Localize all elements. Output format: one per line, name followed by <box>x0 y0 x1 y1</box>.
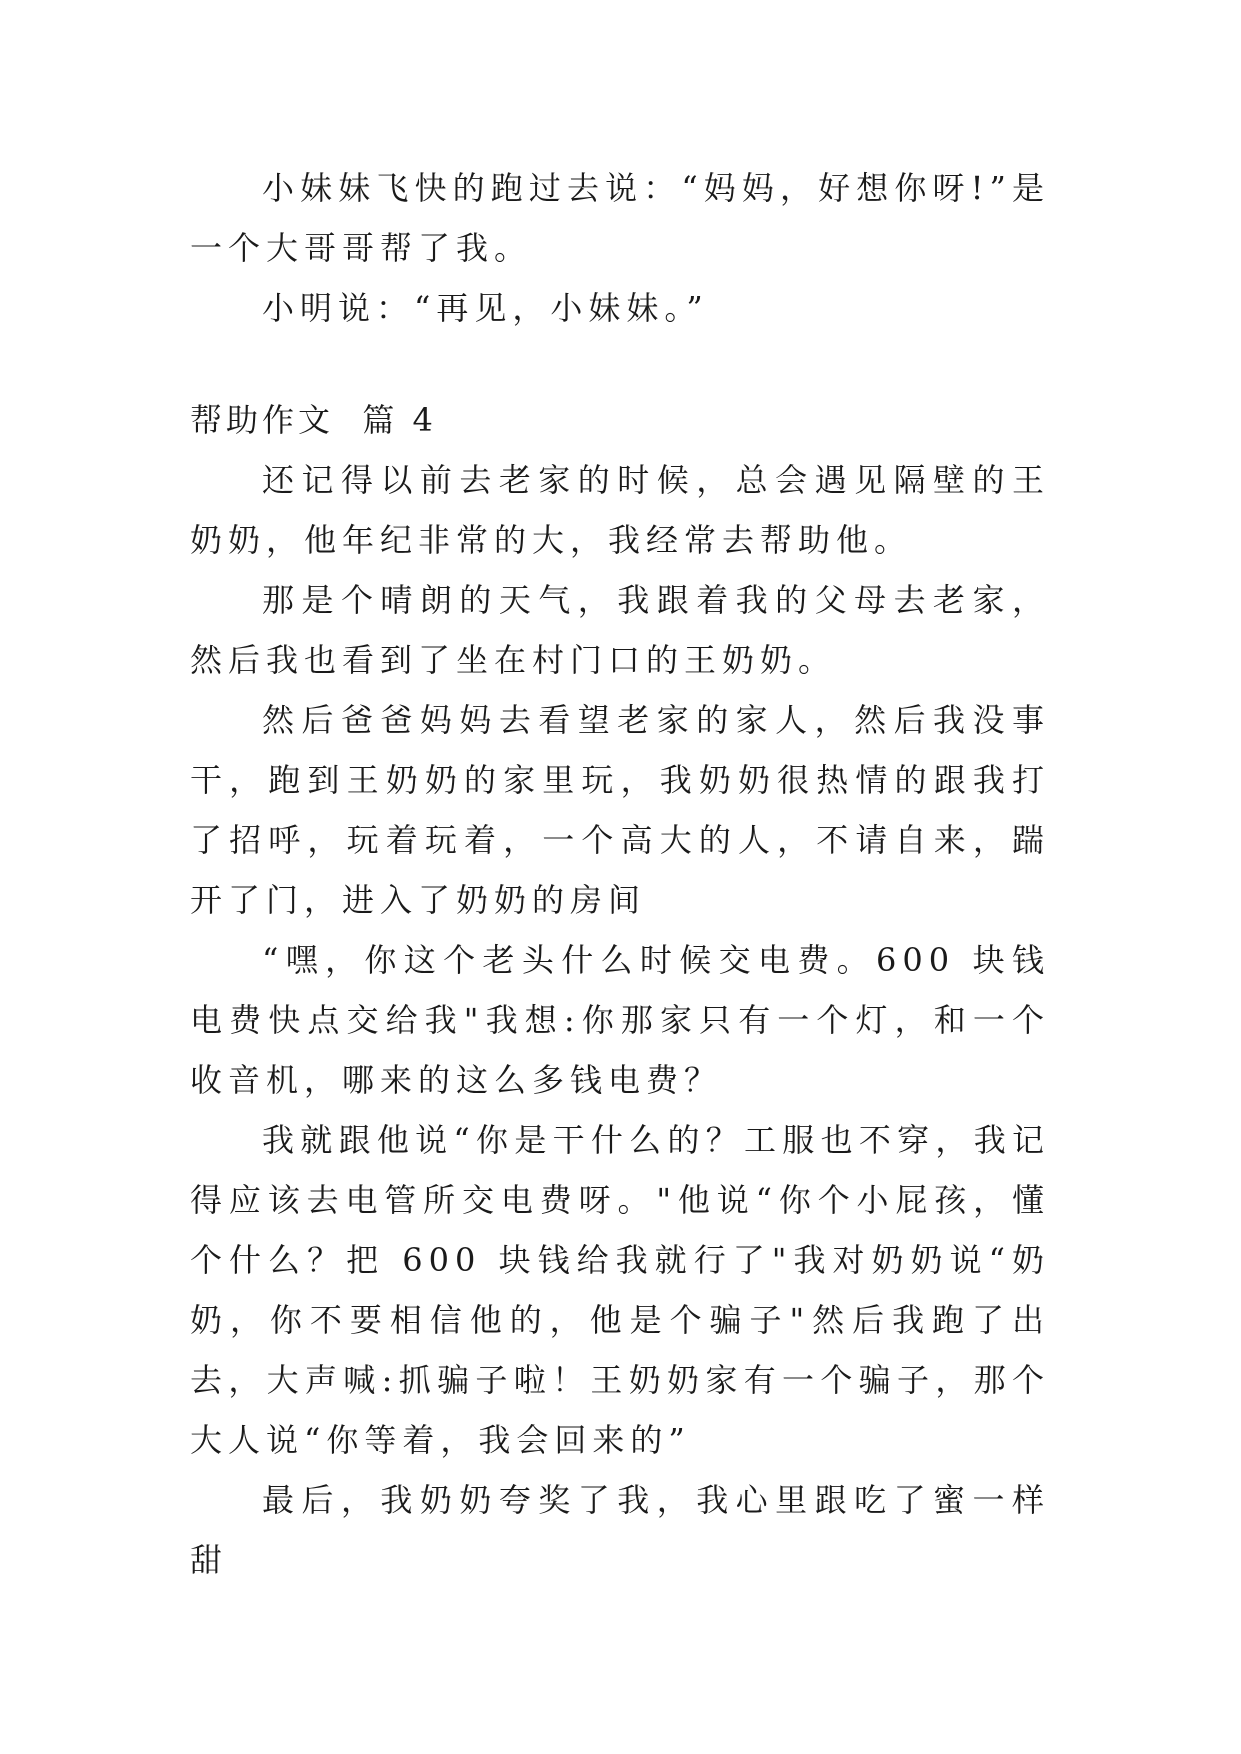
paragraph: 然后爸爸妈妈去看望老家的家人，然后我没事干，跑到王奶奶的家里玩，我奶奶很热情的跟我打了招呼，玩着玩着，一个高大的人，不请自来，踹开了门，进入了奶奶的房间 <box>190 701 1050 919</box>
paragraph: 我就跟他说“你是干什么的？工服也不穿，我记得应该去电管所交电费呀。"他说“你个小屁孩，懂个什么？把 600 块钱给我就行了"我对奶奶说“奶奶，你不要相信他的，他是个骗子"然后我跑了出去，大声喊:抓骗子啦！王奶奶家有一个骗子，那个大人说“你等着，我会回来的” <box>190 1121 1050 1459</box>
essay-section <box>190 390 1050 1590</box>
paragraph: 还记得以前去老家的时候，总会遇见隔壁的王奶奶，他年纪非常的大，我经常去帮助他。 <box>190 461 1050 559</box>
paragraph: 小明说：“再见，小妹妹。” <box>262 289 709 327</box>
paragraph: 最后，我奶奶夸奖了我，我心里跟吃了蜜一样甜 <box>190 1481 1050 1579</box>
previous-essay-ending <box>190 158 1050 338</box>
paragraph: 那是个晴朗的天气，我跟着我的父母去老家，然后我也看到了坐在村门口的王奶奶。 <box>190 581 1050 679</box>
paragraph: “嘿，你这个老头什么时候交电费。600 块钱电费快点交给我"我想:你那家只有一个灯，和一个收音机，哪来的这么多钱电费？ <box>190 941 1050 1099</box>
paragraph: 小妹妹飞快的跑过去说：“妈妈，好想你呀!”是一个大哥哥帮了我。 <box>190 169 1050 267</box>
essay-title: 帮助作文 篇 4 <box>190 401 437 439</box>
